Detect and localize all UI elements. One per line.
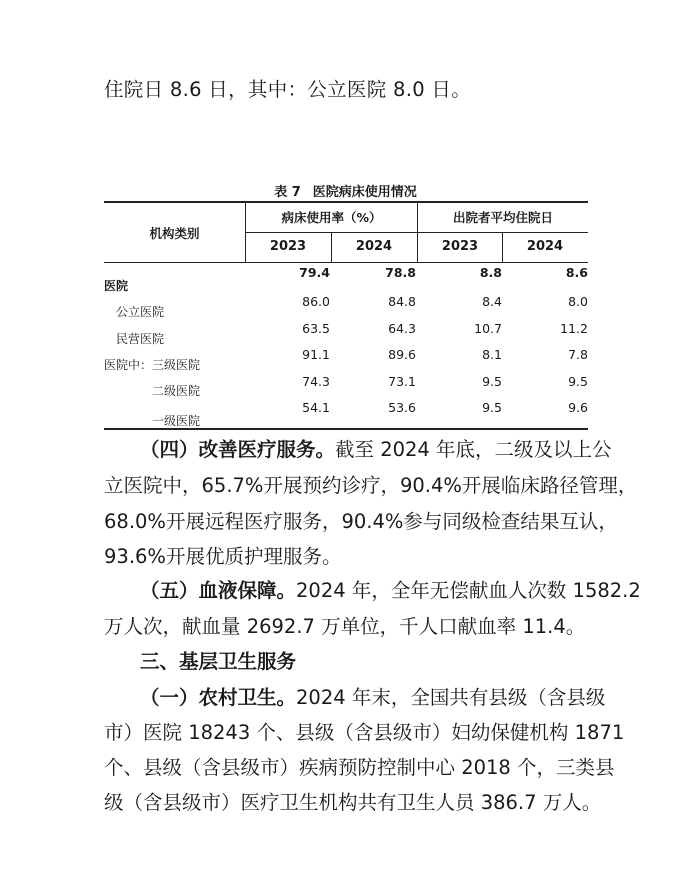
paragraph-line: 住院日 8.6 日，其中：公立医院 8.0 日。 [104, 78, 472, 101]
table-cell: 8.4 [482, 294, 502, 309]
column-group-bed-rate: 病床使用率（%） [281, 210, 382, 225]
table-header-bottom-rule [104, 262, 588, 263]
paragraph-line: 个、县级（含县级市）疾病预防控制中心 2018 个，三类县 [104, 756, 615, 779]
row-label: 民营医院 [116, 332, 165, 346]
year-header: 2024 [355, 239, 393, 254]
year-header: 2024 [526, 239, 564, 254]
table-cell: 86.0 [302, 294, 330, 309]
table-cell: 91.1 [302, 347, 330, 362]
table-caption: 医院病床使用情况 [312, 185, 417, 200]
paragraph-line: 万人次，献血量 2692.7 万单位，千人口献血率 11.4。 [104, 615, 586, 638]
section-heading: （五）血液保障。 [140, 579, 297, 602]
table-cell: 54.1 [302, 400, 330, 415]
chapter-heading: 三、基层卫生服务 [140, 650, 297, 673]
table-cell: 53.6 [388, 400, 416, 415]
year-header: 2023 [269, 239, 307, 254]
table-cell: 10.7 [474, 321, 502, 336]
section-heading: （四）改善医疗服务。 [140, 438, 336, 461]
table-cell: 9.6 [568, 400, 588, 415]
table-number: 表 7 [274, 185, 301, 200]
paragraph-line: 68.0%开展远程医疗服务，90.4%参与同级检查结果互认， [104, 510, 618, 533]
table-cell: 73.1 [388, 374, 416, 389]
table-cell: 64.3 [388, 321, 416, 336]
table-cell: 84.8 [388, 294, 416, 309]
paragraph-line: 93.6%开展优质护理服务。 [104, 545, 342, 568]
table-cell: 89.6 [388, 347, 416, 362]
paragraph-line: （一）农村卫生。2024 年末，全国共有县级（含县级 [140, 686, 606, 709]
row-label: 二级医院 [152, 384, 201, 398]
table-cell: 11.2 [560, 321, 588, 336]
paragraph-line: 市）医院 18243 个、县级（含县级市）妇幼保健机构 1871 [104, 721, 625, 744]
table-cell: 9.5 [568, 374, 588, 389]
table-cell: 7.8 [568, 347, 588, 362]
table-top-rule [104, 201, 588, 203]
row-label: 医院 [104, 279, 129, 293]
table-cell: 8.8 [479, 265, 502, 280]
table-cell: 79.4 [299, 265, 330, 280]
year-header: 2023 [441, 239, 479, 254]
column-group-stay-days: 出院者平均住院日 [452, 210, 553, 225]
table-cell: 9.5 [482, 374, 502, 389]
section-heading: （一）农村卫生。 [140, 686, 297, 709]
row-label: 一级医院 [152, 414, 201, 428]
table-cell: 78.8 [385, 265, 416, 280]
table-cell: 74.3 [302, 374, 330, 389]
paragraph-line: 立医院中，65.7%开展预约诊疗，90.4%开展临床路径管理， [104, 474, 638, 497]
table-cell: 8.6 [565, 265, 588, 280]
paragraph-line: （五）血液保障。2024 年，全年无偿献血人次数 1582.2 [140, 579, 641, 602]
table-cell: 9.5 [482, 400, 502, 415]
table-cell: 8.1 [482, 347, 502, 362]
paragraph-line: 级（含县级市）医疗卫生机构共有卫生人员 386.7 万人。 [104, 791, 602, 814]
column-header-category: 机构类别 [149, 226, 200, 241]
table-cell: 63.5 [302, 321, 330, 336]
table-title [0, 181, 691, 200]
table-cell: 8.0 [568, 294, 588, 309]
row-label: 医院中：三级医院 [104, 358, 201, 372]
row-label: 公立医院 [116, 305, 165, 319]
paragraph-line: （四）改善医疗服务。截至 2024 年底，二级及以上公 [140, 438, 612, 461]
